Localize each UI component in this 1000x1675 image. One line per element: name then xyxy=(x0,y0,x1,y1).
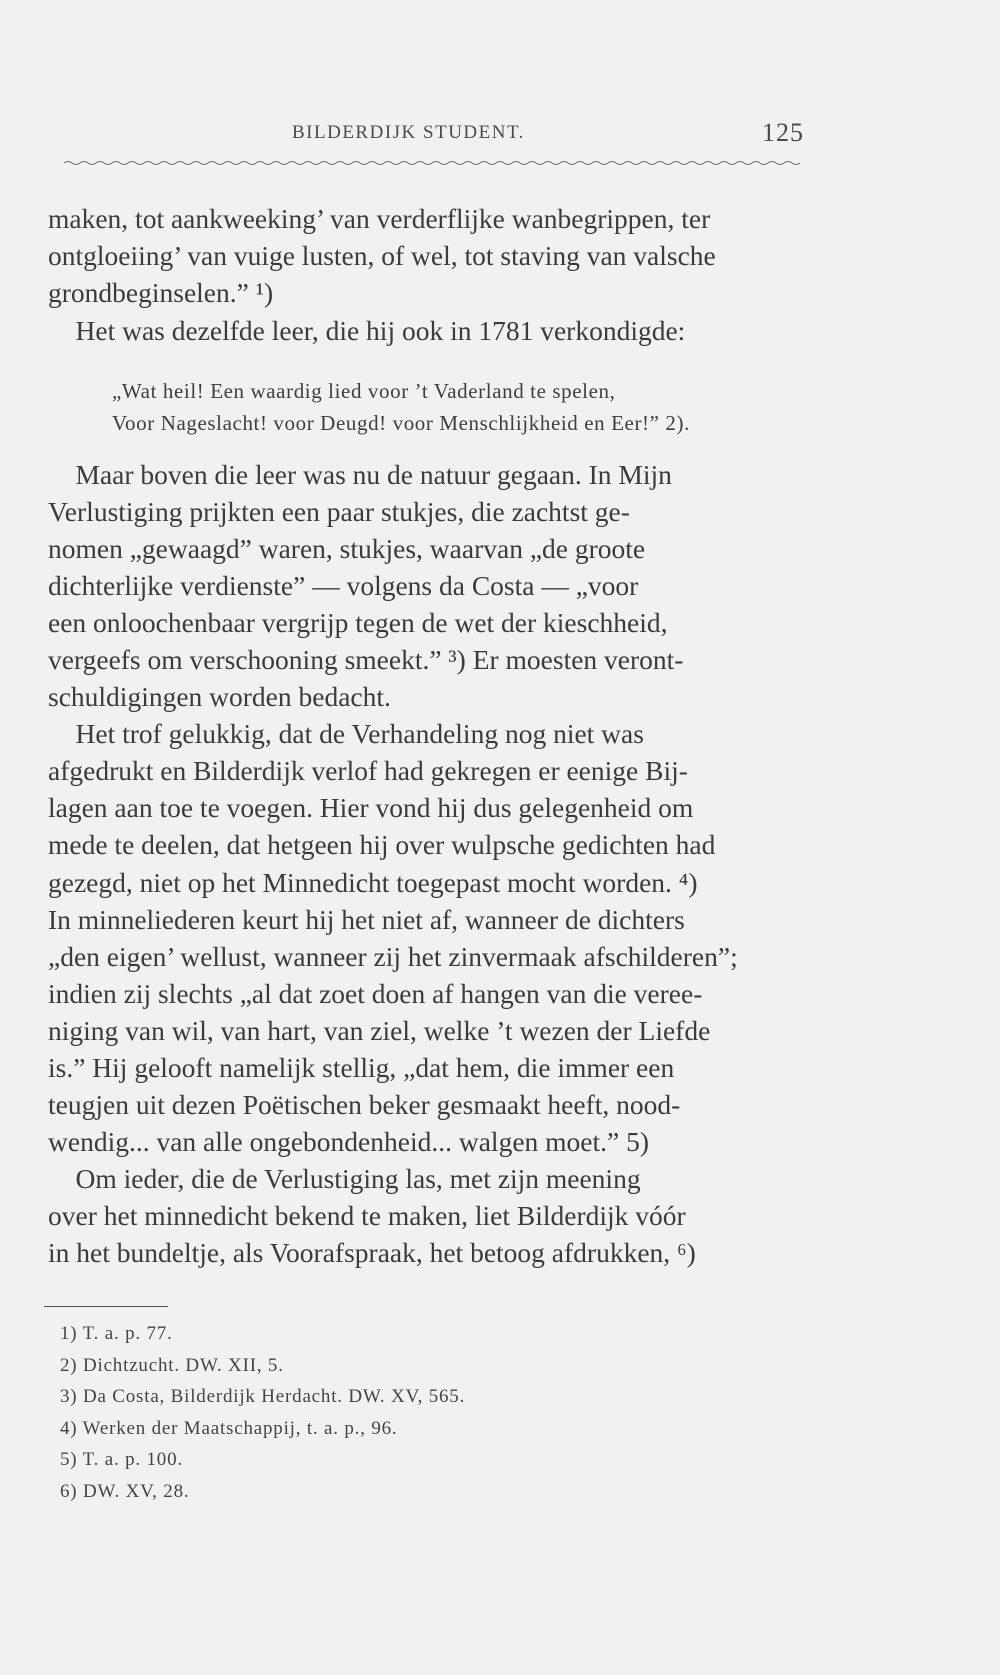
text-line: over het minnedicht bekend te maken, liet Bilderdijk vóór xyxy=(48,1199,686,1231)
text-line: Het trof gelukkig, dat de Verhandeling nog niet was xyxy=(48,718,644,750)
text-line: indien zij slechts „al dat zoet doen af hangen van die veree- xyxy=(48,977,703,1009)
text-line: „den eigen’ wellust, wanneer zij het zinvermaak afschilderen”; xyxy=(48,940,738,972)
footnote: 1) T. a. p. 77. xyxy=(60,1323,173,1344)
text-line: nomen „gewaagd” waren, stukjes, waarvan „de groote xyxy=(48,533,646,565)
text-line: teugjen uit dezen Poëtischen beker gesmaakt heeft, nood- xyxy=(48,1088,681,1120)
footnote: 5) T. a. p. 100. xyxy=(60,1449,183,1470)
footnotes xyxy=(60,1318,760,1507)
text-line: in het bundeltje, als Voorafspraak, het betoog afdrukken, ⁶) xyxy=(48,1236,696,1268)
text-line: mede te deelen, dat hetgeen hij over wulpsche gedichten had xyxy=(48,829,716,861)
running-head xyxy=(50,118,806,158)
text-line: maken, tot aankweeking’ van verderflijke wanbegrippen, ter xyxy=(48,203,711,234)
text-line: wendig... van alle ongebondenheid... walgen moet.” 5) xyxy=(48,1125,649,1157)
text-line: dichterlijke verdienste” — volgens da Costa — „voor xyxy=(48,570,639,602)
text-line: Maar boven die leer was nu de natuur gegaan. In Mijn xyxy=(48,459,672,490)
text-line: is.” Hij gelooft namelijk stellig, „dat hem, die immer een xyxy=(48,1051,675,1083)
header-wavy-rule xyxy=(64,158,804,168)
verse-quote xyxy=(112,375,812,439)
quote-line: „Wat heil! Een waardig lied voor ’t Vaderland te spelen, xyxy=(112,379,616,403)
text-line: niging van wil, van hart, van ziel, welke ’t wezen der Liefde xyxy=(48,1014,711,1046)
text-line: afgedrukt en Bilderdijk verlof had gekregen er eenige Bij- xyxy=(48,755,688,787)
paragraph-block-1 xyxy=(48,200,806,349)
footnote: 6) DW. XV, 28. xyxy=(60,1480,190,1502)
text-line: grondbeginselen.” ¹) xyxy=(48,277,274,309)
page-number: 125 xyxy=(762,118,804,147)
text-line: lagen aan toe te voegen. Hier vond hij dus gelegenheid om xyxy=(48,792,694,824)
text-line: Verlustiging prijkten een paar stukjes, die zachtst ge- xyxy=(48,496,630,528)
running-title: BILDERDIJK STUDENT. xyxy=(292,122,525,143)
footnote: 2) Dichtzucht. DW. XII, 5. xyxy=(60,1354,284,1376)
text-line: gezegd, niet op het Minnedicht toegepast mocht worden. ⁴) xyxy=(48,866,698,898)
text-line: een onloochenbaar vergrijp tegen de wet der kieschheid, xyxy=(48,607,668,639)
footnote: 4) Werken der Maatschappij, t. a. p., 96. xyxy=(60,1417,398,1439)
footnote: 3) Da Costa, Bilderdijk Herdacht. DW. XV, 565. xyxy=(60,1386,466,1407)
text-line: Het was dezelfde leer, die hij ook in 1781 verkondigde: xyxy=(48,314,686,346)
footnote-rule xyxy=(44,1306,168,1307)
text-line: schuldigingen worden bedacht. xyxy=(48,681,391,713)
text-line: vergeefs om verschooning smeekt.” ³) Er moesten veront- xyxy=(48,644,684,676)
quote-line: Voor Nageslacht! voor Deugd! voor Menschlijkheid en Eer!” 2). xyxy=(112,411,690,435)
text-line: In minneliederen keurt hij het niet af, wanneer de dichters xyxy=(48,903,685,935)
text-line: Om ieder, die de Verlustiging las, met zijn meening xyxy=(48,1162,641,1194)
paragraph-block-2 xyxy=(48,456,806,1271)
text-line: ontgloeiing’ van vuige lusten, of wel, tot staving van valsche xyxy=(48,240,716,272)
